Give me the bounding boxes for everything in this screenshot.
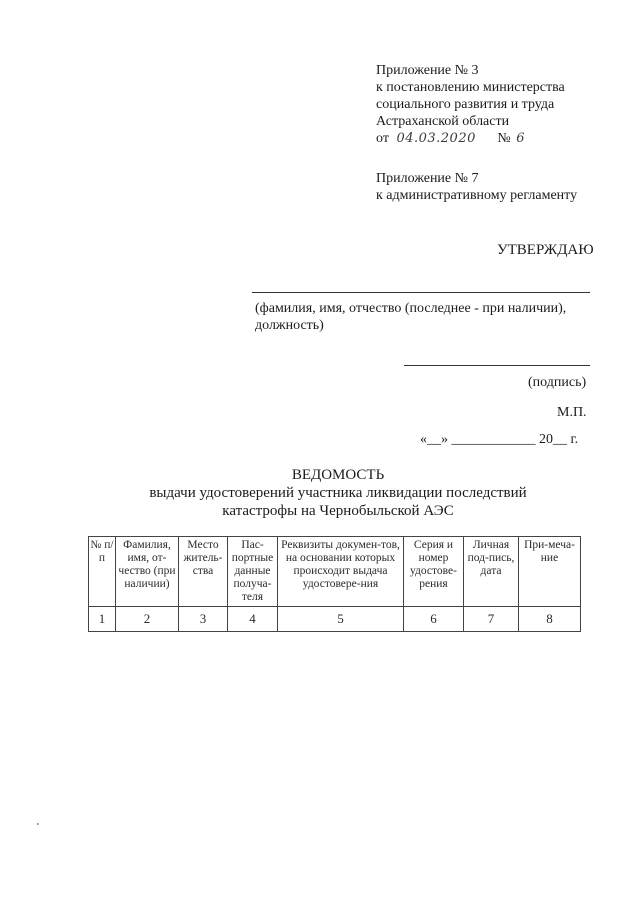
- signature-line: [404, 365, 590, 366]
- appendix-3-line-1: Приложение № 3: [376, 63, 479, 78]
- col-number-5: 5: [278, 607, 404, 632]
- appendix-7-line-1: Приложение № 7: [376, 171, 479, 186]
- document-subtitle-line-1: выдачи удостоверений участника ликвидации последствий: [149, 485, 527, 501]
- appendix-7-block: [376, 170, 577, 204]
- appendix-3-date-line: [376, 130, 565, 147]
- stamp-label: М.П.: [557, 405, 587, 420]
- appendix-3-block: [376, 62, 565, 147]
- col-header-number: № п/п: [89, 537, 116, 607]
- date-prefix: от: [376, 131, 389, 146]
- approval-date-line: «__» ____________ 20__ г.: [420, 432, 579, 447]
- col-number-3: 3: [179, 607, 228, 632]
- handwritten-number: 6: [516, 131, 526, 146]
- col-number-6: 6: [404, 607, 464, 632]
- col-header-note: При-меча-ние: [519, 537, 581, 607]
- name-caption-line-1: (фамилия, имя, отчество (последнее - при наличии),: [255, 301, 567, 316]
- scan-speck: [37, 823, 39, 825]
- name-caption-line-2: должность): [255, 318, 324, 333]
- col-header-certificate: Серия и номер удостове-рения: [404, 537, 464, 607]
- document-subtitle-line-2: катастрофы на Чернобыльской АЭС: [222, 503, 454, 519]
- col-header-residence: Место житель-ства: [179, 537, 228, 607]
- col-header-signature: Личная под-пись, дата: [464, 537, 519, 607]
- document-title: ВЕДОМОСТЬ: [291, 467, 385, 483]
- col-header-documents: Реквизиты докумен-тов, на основании которых происходит выдача удостовере-ния: [278, 537, 404, 607]
- col-number-4: 4: [228, 607, 278, 632]
- approval-title: УТВЕРЖДАЮ: [497, 242, 594, 258]
- appendix-3-line-4: Астраханской области: [376, 114, 510, 129]
- table-number-row: [89, 607, 581, 632]
- name-line: [252, 292, 590, 293]
- col-number-8: 8: [519, 607, 581, 632]
- col-header-full-name: Фамилия, имя, от-чество (при наличии): [116, 537, 179, 607]
- appendix-3-line-2: к постановлению министерства: [376, 80, 565, 95]
- col-number-7: 7: [464, 607, 519, 632]
- signature-caption: (подпись): [528, 375, 587, 390]
- col-number-1: 1: [89, 607, 116, 632]
- appendix-3-line-3: социального развития и труда: [376, 97, 555, 112]
- col-number-2: 2: [116, 607, 179, 632]
- number-label: №: [497, 131, 511, 146]
- table-header-row: [89, 537, 581, 607]
- statement-table: [88, 536, 581, 632]
- col-header-passport: Пас-портные данные получа-теля: [228, 537, 278, 607]
- appendix-7-line-2: к административному регламенту: [376, 188, 578, 203]
- handwritten-date: 04.03.2020: [396, 131, 476, 146]
